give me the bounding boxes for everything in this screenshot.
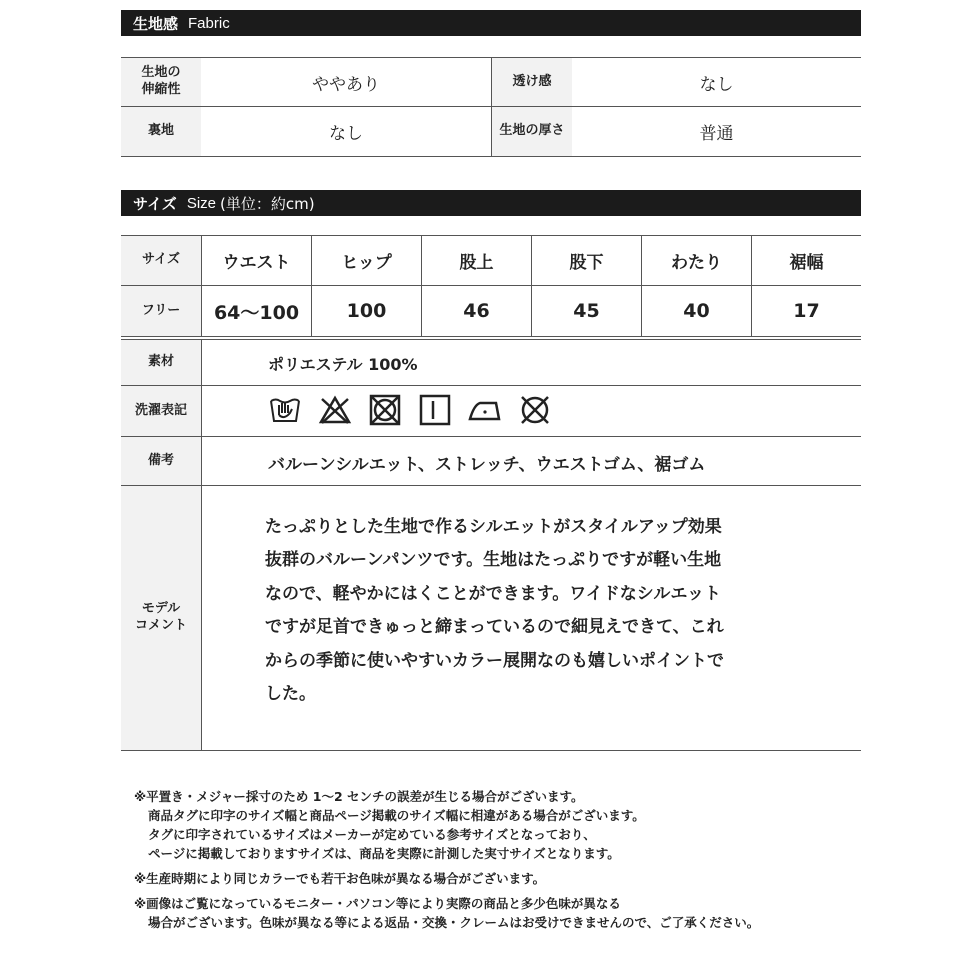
comment-line: ですが足首できゅっと締まっているので細見えできて、これ <box>265 617 724 638</box>
material-label: 素材 <box>121 340 201 385</box>
size-col-rise: 股上 <box>459 253 494 273</box>
no-tumble-dry-icon <box>368 393 402 427</box>
note-line: ページに掲載しておりますサイズは、商品を実際に計測した実寸サイズとなります。 <box>148 846 620 861</box>
care-label: 洗濯表記 <box>121 386 201 436</box>
size-col-inseam: 股下 <box>569 253 604 273</box>
size-title-jp: サイズ <box>133 194 177 213</box>
fabric-title-en: Fabric <box>188 14 230 32</box>
note-line: 場合がございます。色味が異なる等による返品・交換・クレームはお受けできませんので、ご了承ください。 <box>148 915 760 930</box>
note-line: ※平置き・メジャー採寸のため 1〜2 センチの誤差が生じる場合がございます。 <box>134 789 584 804</box>
note-line: タグに印字されているサイズはメーカーが定めている参考サイズとなっており、 <box>148 827 596 842</box>
fabric-sheerness-value: なし <box>699 74 734 95</box>
comment-line: たっぷりとした生地で作るシルエットがスタイルアップ効果 <box>265 517 722 537</box>
fabric-sheerness-label: 透け感 <box>492 58 572 106</box>
fabric-stretch-label: 生地の 伸縮性 <box>121 58 201 106</box>
notes-group-2 <box>134 869 545 888</box>
remarks-label: 備考 <box>121 437 201 485</box>
fabric-lining-label: 裏地 <box>121 107 201 156</box>
material-value: ポリエステル 100% <box>268 355 418 374</box>
size-header-label: サイズ <box>121 236 201 285</box>
iron-low-icon <box>468 393 502 427</box>
fabric-title-jp: 生地感 <box>133 14 179 33</box>
fabric-lining-value: なし <box>329 124 363 144</box>
notes-group-3 <box>134 894 759 932</box>
size-col-hip: ヒップ <box>341 253 392 273</box>
notes-group-1 <box>134 787 645 863</box>
hand-wash-icon <box>268 393 302 427</box>
size-value-thigh: 40 <box>683 300 710 322</box>
size-unit: (単位：約cm) <box>220 194 315 213</box>
comment-line: 抜群のバルーンパンツです。生地はたっぷりですが軽い生地 <box>265 550 722 571</box>
comment-line: した。 <box>265 684 316 705</box>
remarks-value: バルーンシルエット、ストレッチ、ウエストゴム、裾ゴム <box>268 455 706 475</box>
note-line: ※生産時期により同じカラーでも若干お色味が異なる場合がございます。 <box>134 871 546 886</box>
note-line: ※画像はご覧になっているモニター・パソコン等により実際の商品と多少色味が異なる <box>134 896 621 911</box>
size-value-hip: 100 <box>346 300 387 322</box>
fabric-stretch-value: ややあり <box>312 74 380 95</box>
size-col-thigh: わたり <box>671 253 722 273</box>
fabric-thickness-label: 生地の厚さ <box>492 107 572 156</box>
size-title-en: Size <box>186 194 216 212</box>
comment-line: からの季節に使いやすいカラー展開なのも嬉しいポイントで <box>265 650 724 671</box>
care-icons <box>268 393 552 427</box>
size-section-header <box>121 190 861 216</box>
line-dry-icon <box>418 393 452 427</box>
fabric-thickness-value: 普通 <box>699 124 734 144</box>
size-value-hem: 17 <box>793 300 820 322</box>
size-value-waist: 64〜100 <box>213 301 300 324</box>
no-bleach-icon <box>318 393 352 427</box>
comment-line: なので、軽やかにはくことができます。ワイドなシルエット <box>265 583 722 604</box>
size-row-label: フリー <box>121 286 201 336</box>
note-line: 商品タグに印字のサイズ幅と商品ページ掲載のサイズ幅に相違がある場合がございます。 <box>148 808 645 823</box>
fabric-section-header <box>121 10 861 36</box>
model-comment <box>265 511 765 711</box>
size-value-rise: 46 <box>463 300 490 322</box>
size-col-waist: ウエスト <box>222 253 291 273</box>
no-dry-clean-icon <box>518 393 552 427</box>
size-value-inseam: 45 <box>573 300 600 322</box>
model-comment-label: モデル コメント <box>121 486 201 750</box>
size-col-hem: 裾幅 <box>789 253 824 273</box>
